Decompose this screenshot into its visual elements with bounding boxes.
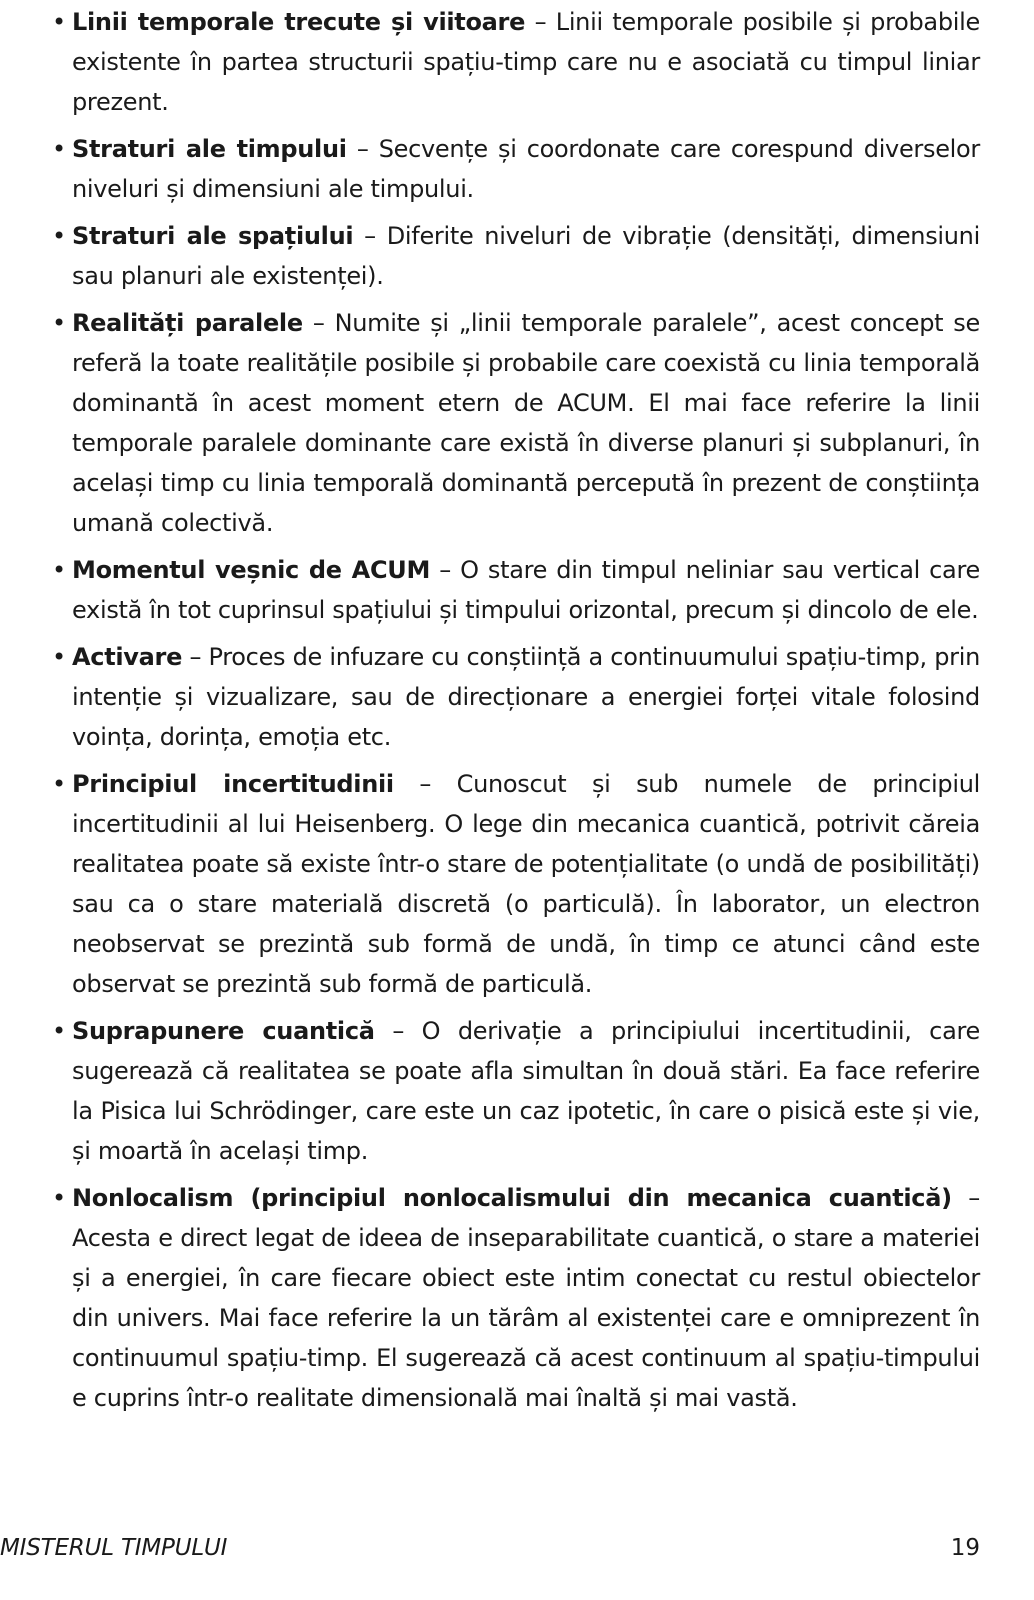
bullet-icon: • [52, 1184, 66, 1212]
page-number: 19 [950, 1535, 980, 1561]
running-footer-title: MISTERUL TIMPULUI [0, 1535, 228, 1561]
entry-term: Suprapunere cuantică [72, 1017, 375, 1045]
glossary-entry [52, 637, 980, 757]
entry-definition: – Linii temporale posibile și probabile existente în partea structurii spațiu-timp care nu e asociată cu timpul liniar prezent. [72, 8, 980, 116]
entry-definition: – Diferite niveluri de vibrație (densități, dimensiuni sau planuri ale existenței). [72, 222, 980, 290]
entry-definition: – Acesta e direct legat de ideea de inseparabilitate cuantică, o stare a materiei și a energiei, în care fiecare obiect este intim conectat cu restul obiectelor din univers. Mai face referire la un tărâm al existenței care e omniprezent în continuumul spațiu-timp. El sugerează că acest continuum al spațiu-timpului e cuprins într-o realitate dimensională mai înaltă și mai vastă. [72, 1184, 980, 1412]
entry-definition: – Secvențe și coordonate care corespund diverselor niveluri și dimensiuni ale timpului. [72, 135, 980, 203]
bullet-icon: • [52, 1017, 66, 1045]
bullet-icon: • [52, 556, 66, 584]
entry-term: Straturi ale spațiului [72, 222, 354, 250]
entry-definition: – O derivație a principiului incertitudinii, care sugerează că realitatea se poate afla simultan în două stări. Ea face referire la Pisica lui Schrödinger, care este un caz ipotetic, în care o pisică este și vie, și moartă în același timp. [72, 1017, 980, 1165]
bullet-icon: • [52, 8, 66, 36]
bullet-icon: • [52, 643, 66, 671]
glossary-entry [52, 303, 980, 543]
glossary-entry [52, 1178, 980, 1418]
entry-term: Linii temporale trecute și viitoare [72, 8, 526, 36]
entry-term: Principiul incertitudinii [72, 770, 394, 798]
bullet-icon: • [52, 222, 66, 250]
entry-definition: – O stare din timpul neliniar sau vertical care există în tot cuprinsul spațiului și timpului orizontal, precum și dincolo de ele. [72, 556, 980, 624]
glossary-entry [52, 764, 980, 1004]
entry-definition: – Numite și „linii temporale paralele”, acest concept se referă la toate realitățile posibile și probabile care coexistă cu linia temporală dominantă în acest moment etern de ACUM. El mai face referire la linii temporale paralele dominante care există în diverse planuri și subplanuri, în același timp cu linia temporală dominantă percepută în prezent de conștiința umană colectivă. [72, 309, 980, 537]
entry-term: Straturi ale timpului [72, 135, 347, 163]
entry-term: Nonlocalism (principiul nonlocalismului din mecanica cuantică) [72, 1184, 952, 1212]
glossary-entry [52, 2, 980, 122]
bullet-icon: • [52, 770, 66, 798]
glossary-entry [52, 216, 980, 296]
bullet-icon: • [52, 309, 66, 337]
entry-definition: – Proces de infuzare cu conștiință a continuumului spațiu-timp, prin intenție și vizualizare, sau de direcționare a energiei forței vitale folosind voința, dorința, emoția etc. [72, 643, 980, 751]
entry-term: Momentul veșnic de ACUM [72, 556, 431, 584]
glossary-entry [52, 1011, 980, 1171]
glossary-entry [52, 550, 980, 630]
entry-term: Activare [72, 643, 183, 671]
entry-term: Realități paralele [72, 309, 303, 337]
page-footer [0, 1528, 1034, 1568]
entry-definition: – Cunoscut și sub numele de principiul incertitudinii al lui Heisenberg. O lege din mecanica cuantică, potrivit căreia realitatea poate să existe într-o stare de potențialitate (o undă de posibilități) sau ca o stare materială discretă (o particulă). În laborator, un electron neobservat se prezintă sub formă de undă, în timp ce atunci când este observat se prezintă sub formă de particulă. [72, 770, 980, 998]
glossary-entry [52, 129, 980, 209]
glossary-list [52, 2, 980, 1425]
bullet-icon: • [52, 135, 66, 163]
